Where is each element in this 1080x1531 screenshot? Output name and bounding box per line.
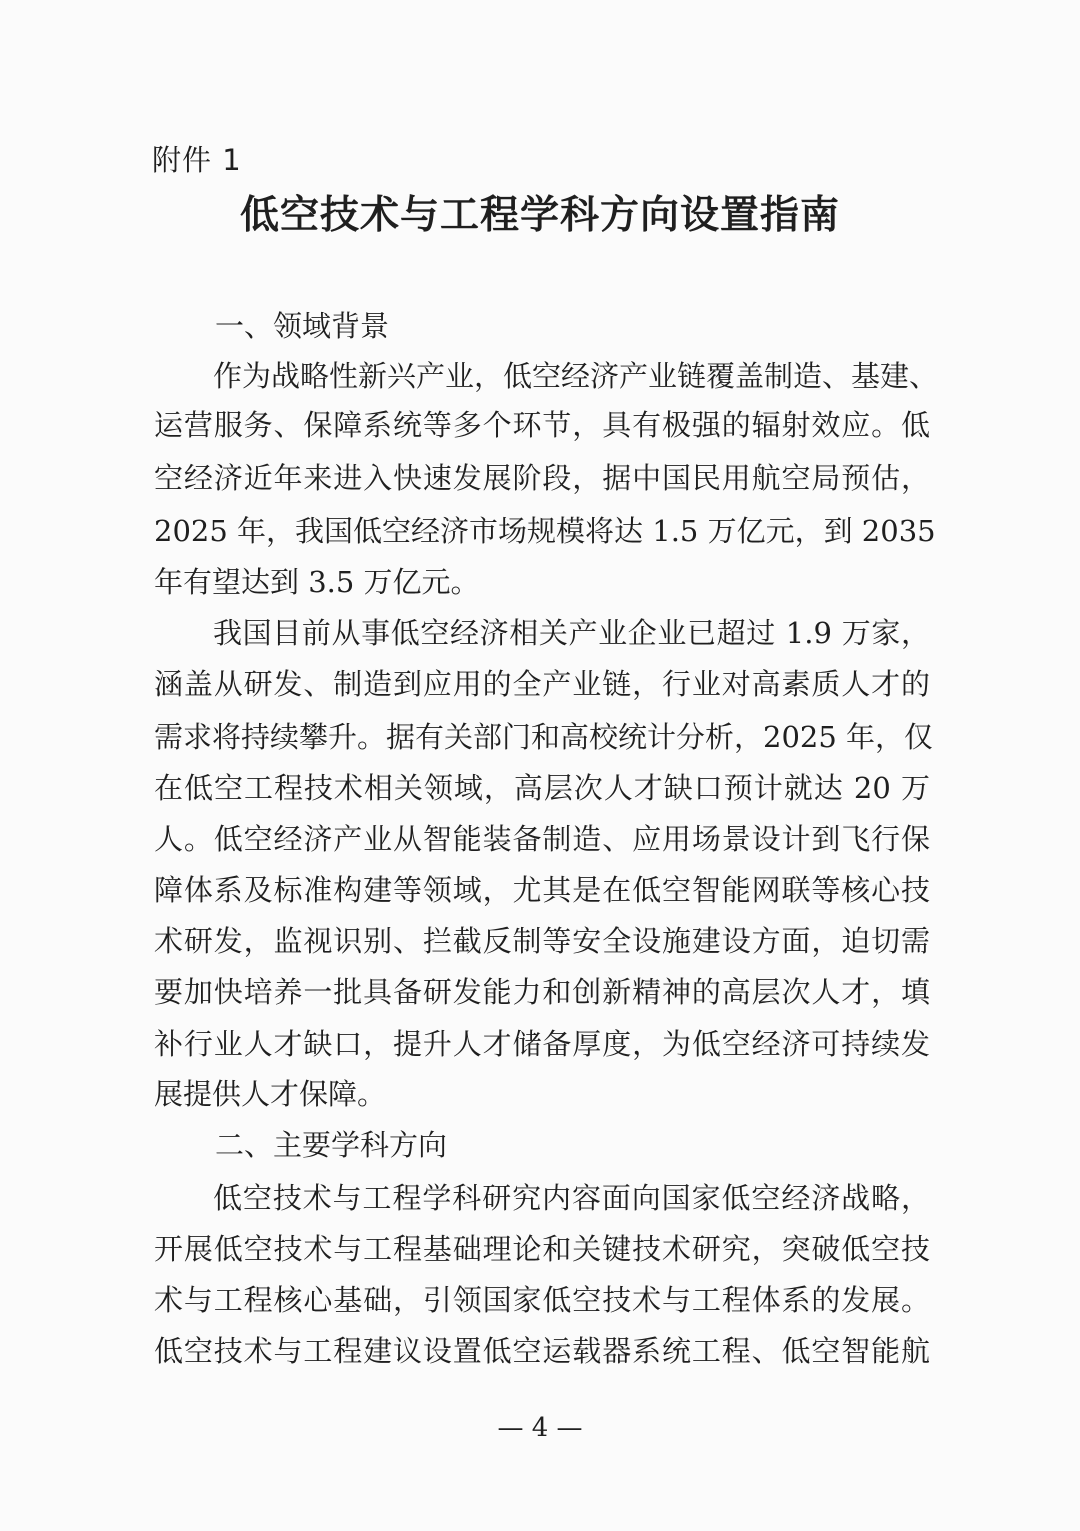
- paragraph-line: 展提供人才保障。: [154, 1077, 387, 1111]
- paragraph-line: 障体系及标准构建等领域，尤其是在低空智能网联等核心技: [154, 873, 930, 907]
- document-title: 低空技术与工程学科方向设置指南: [239, 193, 840, 238]
- paragraph-line: 低空技术与工程学科研究内容面向国家低空经济战略，: [213, 1181, 930, 1215]
- paragraph-line: 涵盖从研发、制造到应用的全产业链，行业对高素质人才的: [154, 667, 930, 701]
- paragraph-line: 低空技术与工程建议设置低空运载器系统工程、低空智能航: [154, 1334, 930, 1368]
- paragraph-line: 术研发，监视识别、拦截反制等安全设施建设方面，迫切需: [154, 924, 930, 958]
- paragraph-line: 空经济近年来进入快速发展阶段，据中国民用航空局预估，: [154, 461, 930, 495]
- attachment-label: 附件 1: [152, 143, 242, 177]
- paragraph-line: 作为战略性新兴产业，低空经济产业链覆盖制造、基建、: [213, 359, 939, 393]
- section-heading-directions: 二、主要学科方向: [215, 1128, 448, 1162]
- paragraph-line: 我国目前从事低空经济相关产业企业已超过 1.9 万家，: [213, 616, 930, 650]
- paragraph-line: 要加快培养一批具备研发能力和创新精神的高层次人才，填: [154, 975, 930, 1009]
- paragraph-line: 术与工程核心基础，引领国家低空技术与工程体系的发展。: [154, 1283, 930, 1317]
- paragraph-line: 人。低空经济产业从智能装备制造、应用场景设计到飞行保: [154, 822, 930, 856]
- paragraph-line: 补行业人才缺口，提升人才储备厚度，为低空经济可持续发: [154, 1027, 930, 1061]
- paragraph-line: 2025 年，我国低空经济市场规模将达 1.5 万亿元，到 2035: [154, 514, 936, 548]
- paragraph-line: 年有望达到 3.5 万亿元。: [154, 565, 480, 599]
- paragraph-line: 在低空工程技术相关领域，高层次人才缺口预计就达 20 万: [154, 771, 930, 805]
- paragraph-line: 需求将持续攀升。据有关部门和高校统计分析，2025 年，仅: [154, 720, 934, 754]
- page-number: — 4 —: [497, 1413, 583, 1443]
- paragraph-line: 运营服务、保障系统等多个环节，具有极强的辐射效应。低: [154, 408, 930, 442]
- section-heading-background: 一、领域背景: [215, 309, 390, 343]
- paragraph-line: 开展低空技术与工程基础理论和关键技术研究，突破低空技: [154, 1232, 930, 1266]
